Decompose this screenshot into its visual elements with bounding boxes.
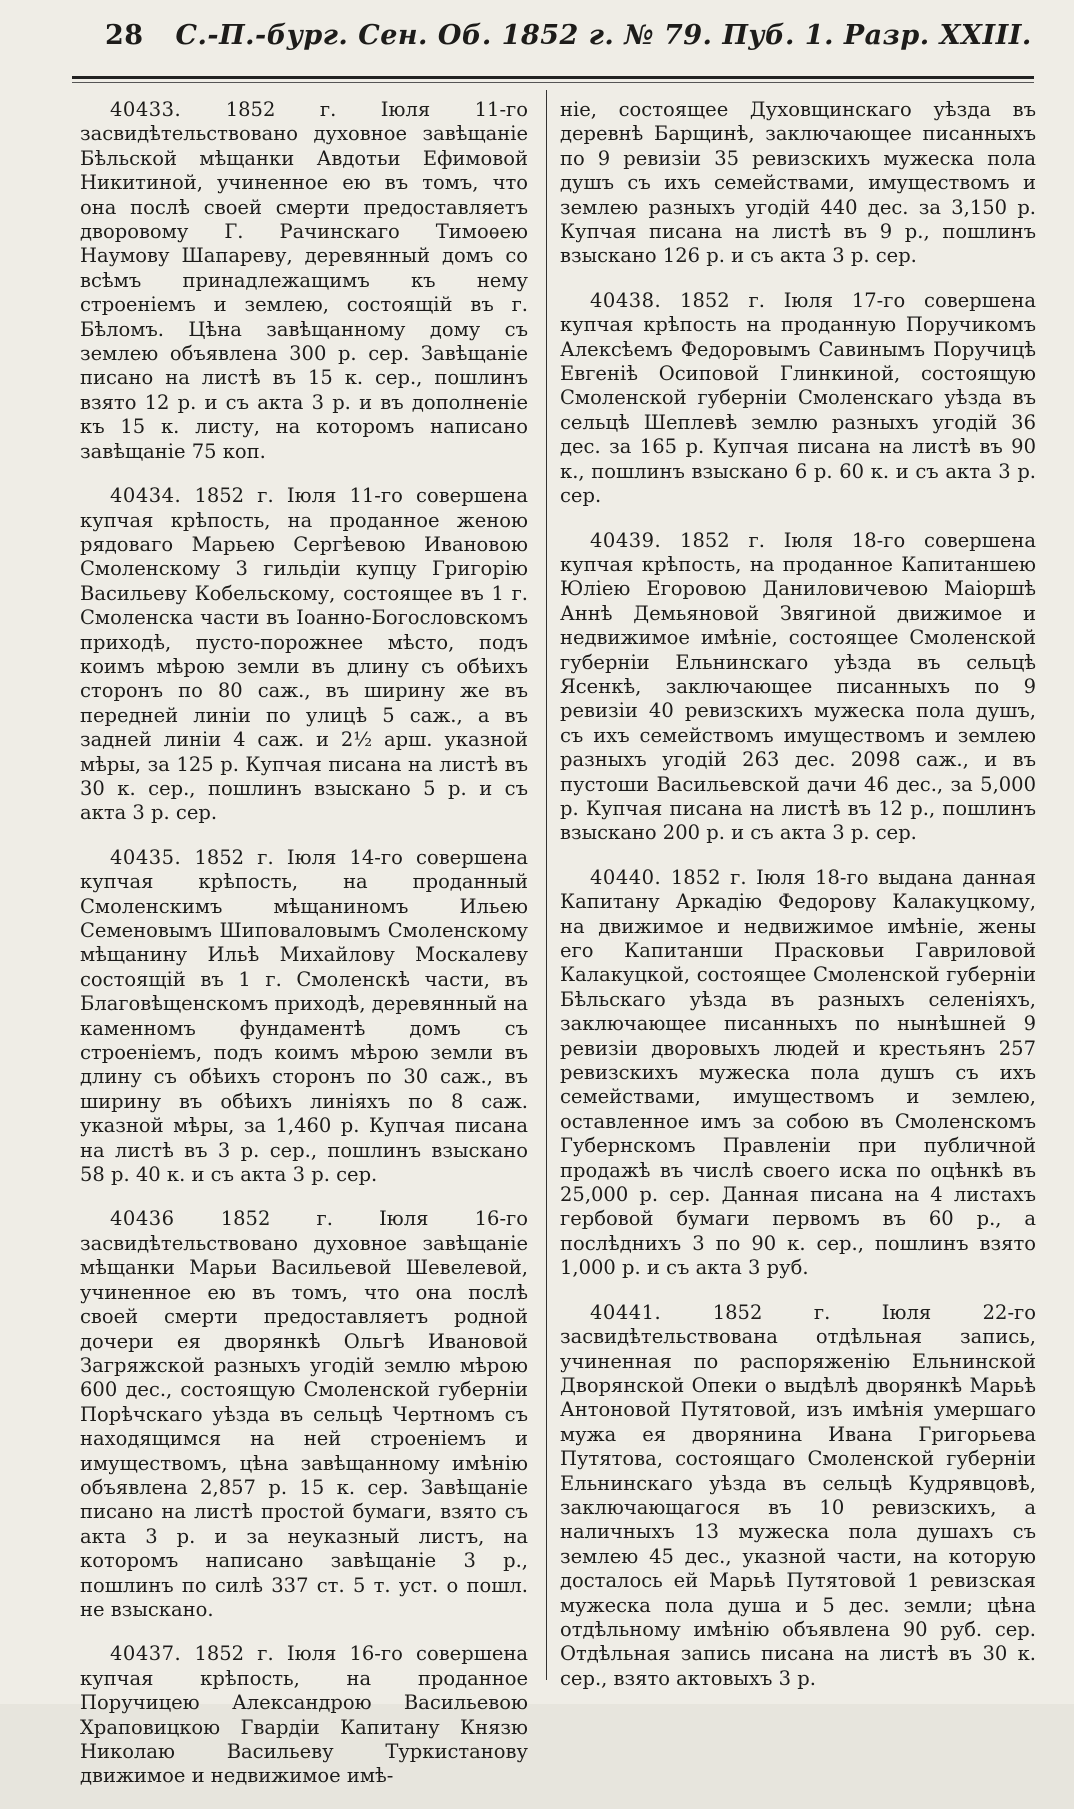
entry-text: 1852 г. Іюля 18-го выдана данная Капитану Аркадію Федорову Калакуцкому, на движимое и недвижимое имѣніе, жены его Капитанши Прасковьи Гавриловой Калакуцкой, состоящее Смоленской губерніи Бѣльскаго уѣзда въ разныхъ селеніяхъ, заключающее писанныхъ по нынѣшней 9 ревизіи дворовыхъ людей и крестьянъ 257 ревизскихъ мужеска пола душъ съ ихъ семействами, имуществомъ и землею, оставленное имъ за собою въ Смоленскомъ Губернскомъ Правленіи при публичной продажѣ въ числѣ своего иска по оцѣнкѣ въ 25,000 р. сер. Данная писана на 4 листахъ гербовой бумаги первомъ въ 60 р., а послѣднихъ 3 по 90 к. сер., пошлинъ взято 1,000 р. и съ акта 3 руб. — [560, 865, 1036, 1280]
entry-number: 40434. — [110, 484, 182, 508]
entry-40438 — [560, 289, 1036, 509]
header-title: С.-П.-бург. Сен. Об. 1852 г. № 79. Пуб. 1. Разр. XXIII. — [175, 20, 1032, 51]
entry-number: 40441. — [590, 1300, 662, 1324]
column-divider — [546, 90, 547, 1680]
entry-40436 — [80, 1207, 528, 1622]
page-header — [105, 20, 1032, 60]
entry-number: 40433. — [110, 98, 182, 121]
entry-text: ніе, состоящее Духовщинскаго уѣзда въ деревнѣ Барщинѣ, заключающее писанныхъ по 9 ревизіи 35 ревизскихъ мужеска пола душъ съ ихъ семействами, имуществомъ и землею разныхъ угодій 440 дес. за 3,150 р. Купчая писана на листѣ въ 9 р., пошлинъ взыскано 126 р. и съ акта 3 р. сер. — [560, 98, 1036, 268]
entry-text: 1852 г. Іюля 16-го совершена купчая крѣпость, на проданное Поручицею Александрою Васильевою Храповицкою Гвардіи Капитану Князю Николаю Васильеву Туркистанову движимое и недвижимое имѣ- — [80, 1642, 528, 1788]
left-column — [80, 98, 528, 1809]
entry-number: 40436 — [110, 1207, 175, 1231]
entry-40441 — [560, 1301, 1036, 1692]
entry-40440 — [560, 866, 1036, 1281]
entry-text: 1852 г. Іюля 17-го совершена купчая крѣпость на проданную Поручикомъ Алексѣемъ Федоровымъ Савинымъ Поручицѣ Евгеніѣ Осиповой Глинкиной, состоящую Смоленской губерніи Смоленскаго уѣзда въ сельцѣ Шеплевѣ землю разныхъ угодій 36 дес. за 165 р. Купчая писана на листѣ въ 90 к., пошлинъ взыскано 6 р. 60 к. и съ акта 3 р. сер. — [560, 288, 1036, 508]
entry-text: 1852 г. Іюля 14-го совершена купчая крѣпость, на проданный Смоленскимъ мѣщаниномъ Ильею Семеновымъ Шиповаловымъ Смоленскому мѣщанину Ильѣ Михайлову Москалеву состоящій въ 1 г. Смоленскѣ части, въ Благовѣщенскомъ приходѣ, деревянный на каменномъ фундаментѣ домъ съ строеніемъ, подъ коимъ мѣрою земли въ длину съ обѣихъ сторонъ по 30 саж., въ ширину въ обѣихъ линіяхъ по 8 саж. указной мѣры, за 1,460 р. Купчая писана на листѣ въ 3 р. сер., пошлинъ взыскано 58 р. 40 к. и съ акта 3 р. сер. — [80, 845, 528, 1187]
entry-number: 40440. — [590, 865, 662, 889]
header-rule-thin — [72, 82, 1034, 83]
entry-text: 1852 г. Іюля 16-го засвидѣтельствовано духовное завѣщаніе мѣщанки Марьи Васильевой Шевелевой, учиненное ею въ томъ, что она послѣ своей смерти предоставляетъ родной дочери ея дворянкѣ Ольгѣ Ивановой Загряжской разныхъ угодій землю мѣрою 600 дес., состоящую Смоленской губерніи Порѣчскаго уѣзда въ сельцѣ Чертномъ съ находящимся на ней строеніемъ и имуществомъ, цѣна завѣщанному имѣнію объявлена 2,857 р. 15 к. сер. Завѣщаніе писано на листѣ простой бумаги, взято съ акта 3 р. и за неуказный листъ, на которомъ написано завѣщаніе 3 р., пошлинъ по силѣ 337 ст. 5 т. уст. о пошл. не взыскано. — [80, 1207, 528, 1621]
entry-number: 40438. — [590, 288, 662, 312]
entry-number: 40439. — [590, 528, 662, 552]
entry-40435 — [80, 846, 528, 1188]
entry-40433 — [80, 98, 528, 464]
page-number: 28 — [105, 20, 144, 51]
header-rule — [72, 76, 1034, 79]
entry-text: 1852 г. Іюля 22-го засвидѣтельствована отдѣльная запись, учиненная по распоряженію Ельнинской Дворянской Опеки о выдѣлѣ дворянкѣ Марьѣ Антоновой Путятовой, изъ имѣнія умершаго мужа ея дворянина Ивана Григорьева Путятова, состоящаго Смоленской губерніи Ельнинскаго уѣзда въ сельцѣ Кудрявцовѣ, заключающагося въ 10 ревизскихъ, а наличныхъ 13 мужеска пола душахъ съ землею 45 дес., указной части, на которую досталось ей Марьѣ Путятовой 1 ревизская мужеска пола душа и 5 дес. земли; цѣна отдѣльному имѣнію объявлена 90 руб. сер. Отдѣльная запись писана на листѣ въ 30 к. сер., взято актовыхъ 3 р. — [560, 1300, 1036, 1690]
entry-40437-continued — [560, 98, 1036, 269]
entry-number: 40435. — [110, 845, 182, 869]
right-column — [560, 98, 1036, 1711]
entry-text: 1852 г. Іюля 11-го совершена купчая крѣпость, на проданное женою рядоваго Марьею Сергѣевою Ивановою Смоленскому 3 гильдіи купцу Григорію Васильеву Кобельскому, состоящее въ 1 г. Смоленска части въ Іоанно-Богословскомъ приходѣ, пусто-порожнее мѣсто, подъ коимъ мѣрою земли въ длину съ обѣихъ сторонъ по 80 саж., въ ширину же въ передней линіи по улицѣ 5 саж., а въ задней линіи 4 саж. и 2½ арш. указной мѣры, за 125 р. Купчая писана на листѣ въ 30 к. сер., пошлинъ взыскано 5 р. и съ акта 3 р. сер. — [80, 484, 528, 825]
entry-number: 40437. — [110, 1642, 182, 1666]
entry-40437 — [80, 1642, 528, 1788]
entry-text: 1852 г. Іюля 11-го засвидѣтельствовано духовное завѣщаніе Бѣльской мѣщанки Авдотьи Ефимовой Никитиной, учиненное ею въ томъ, что она послѣ своей смерти предоставляетъ дворовому Г. Рачинскаго Тимоѳею Наумову Шапареву, деревянный домъ со всѣмъ принадлежащимъ къ нему строеніемъ и землею, состоящій въ г. Бѣломъ. Цѣна завѣщанному дому съ землею объявлена 300 р. сер. Завѣщаніе писано на листѣ въ 15 к. сер., пошлинъ взято 12 р. и съ акта 3 р. и въ дополненіе къ 15 к. листу, на которомъ написано завѣщаніе 75 коп. — [80, 98, 528, 463]
entry-40434 — [80, 484, 528, 826]
entry-40439 — [560, 529, 1036, 846]
entry-text: 1852 г. Іюля 18-го совершена купчая крѣпость, на проданное Капитаншею Юліею Егоровою Даниловичевою Маіоршѣ Аннѣ Демьяновой Звягиной движимое и недвижимое имѣніе, состоящее Смоленской губерніи Ельнинскаго уѣзда въ сельцѣ Ясенкѣ, заключающее писанныхъ по 9 ревизіи 40 ревизскихъ мужеска пола душъ, съ ихъ семействомъ имуществомъ и землею разныхъ угодій 263 дес. 2098 саж., и въ пустоши Васильевской дачи 46 дес., за 5,000 р. Купчая писана на листѣ въ 12 р., пошлинъ взыскано 200 р. и съ акта 3 р. сер. — [560, 528, 1036, 845]
